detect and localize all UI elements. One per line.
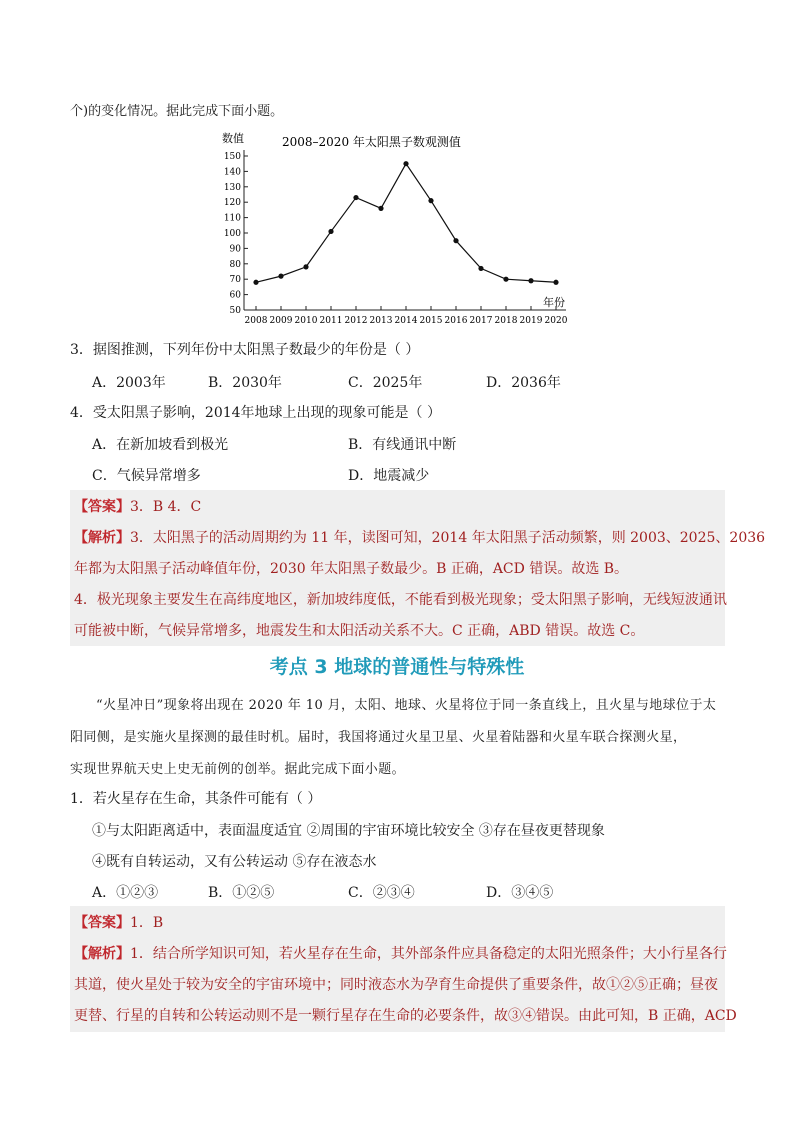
y-tick-label: 50: [229, 306, 241, 316]
passage-line-3: 实现世界航天史上史无前例的创举。据此完成下面小题。: [70, 762, 406, 777]
data-point: [328, 229, 333, 234]
x-tick-label: 2013: [369, 316, 393, 326]
explanation2-line-1: 【解析】1．结合所学知识可知，若火星存在生命，其外部条件应具备稳定的太阳光照条件；大小行星各行: [74, 946, 727, 962]
y-tick-label: 80: [229, 259, 241, 270]
data-point: [453, 238, 458, 243]
q4-option-c[interactable]: C．气候异常增多: [92, 468, 201, 484]
answer-tag: 【答案】: [74, 499, 130, 515]
data-point: [253, 280, 258, 285]
section-heading: 考点 3 地球的普通性与特殊性: [269, 656, 525, 678]
x-tick-label: 2019: [519, 316, 543, 326]
y-tick-label: 60: [229, 290, 241, 301]
x-tick-label: 2016: [444, 316, 468, 326]
x-tick-label: 2011: [319, 316, 343, 326]
x-tick-label: 2014: [394, 316, 418, 326]
y-tick-label: 140: [223, 167, 241, 178]
passage-line-1: “火星冲日”现象将出现在 2020 年 10 月，太阳、地球、火星将位于同一条直线上，且火星与地球位于太: [96, 698, 717, 713]
sunspot-line-chart: [218, 128, 578, 328]
x-tick-label: 2010: [294, 316, 318, 326]
x-tick-label: 2017: [469, 316, 493, 326]
question-1-stem: 1．若火星存在生命，其条件可能有（ ）: [70, 791, 322, 807]
data-point: [278, 274, 283, 279]
y-tick-label: 150: [223, 152, 241, 162]
answer-line-1: [74, 496, 201, 516]
answer-text: 3．B 4．C: [130, 499, 202, 515]
passage-line-2: 阳同侧，是实施火星探测的最佳时机。届时，我国将通过火星卫星、火星着陆器和火星车联合探测火星，: [70, 730, 687, 745]
q3-option-a[interactable]: A．2003年: [92, 375, 166, 391]
data-point: [528, 278, 533, 283]
y-tick-label: 90: [229, 244, 241, 255]
y-tick-label: 110: [223, 213, 241, 224]
answer-text-2: 1．B: [130, 915, 164, 931]
q4-option-a[interactable]: A．在新加坡看到极光: [92, 437, 229, 453]
explanation2-line-3: 更替、行星的自转和公转运动则不是一颗行星存在生命的必要条件，故③④错误。由此可知，B 正确，ACD: [74, 1008, 737, 1024]
chart-title: 2008–2020 年太阳黑子数观测值: [282, 135, 461, 149]
data-point: [378, 206, 383, 211]
q3-option-d[interactable]: D．2036年: [486, 375, 561, 391]
x-tick-label: 2020: [544, 316, 568, 326]
data-point: [428, 198, 433, 203]
q1-option-b[interactable]: B．①②⑤: [208, 885, 275, 901]
q3-option-c[interactable]: C．2025年: [348, 375, 423, 391]
data-point: [478, 266, 483, 271]
x-tick-label: 2009: [269, 316, 293, 326]
question-4-stem: 4．受太阳黑子影响，2014年地球上出现的现象可能是（ ）: [70, 405, 441, 421]
y-tick-label: 130: [223, 182, 241, 193]
explanation-line-4: 可能被中断，气候异常增多，地震发生和太阳活动关系不大。C 正确，ABD 错误。故选 C。: [74, 623, 645, 639]
q1-items-line-2: ④既有自转运动，又有公转运动 ⑤存在液态水: [92, 854, 377, 870]
data-point: [553, 280, 558, 285]
data-point: [503, 277, 508, 282]
q1-items-line-1: ①与太阳距离适中，表面温度适宜 ②周围的宇宙环境比较安全 ③存在昼夜更替现象: [92, 823, 605, 839]
q1-option-c[interactable]: C．②③④: [348, 885, 415, 901]
explanation-tag: 【解析】: [74, 530, 130, 546]
answer-explanation-block-1: [70, 490, 766, 646]
y-tick-label: 70: [229, 275, 241, 286]
data-point: [403, 161, 408, 166]
q1-option-d[interactable]: D．③④⑤: [486, 885, 554, 901]
q4-option-d[interactable]: D．地震减少: [348, 468, 430, 484]
data-point: [303, 264, 308, 269]
y-tick-label: 120: [223, 198, 241, 209]
q3-option-b[interactable]: B．2030年: [208, 375, 282, 391]
explanation2-line-2: 其道，使火星处于较为安全的宇宙环境中；同时液态水为孕育生命提供了重要条件，故①②⑤正确；昼夜: [74, 977, 718, 993]
intro-text: 个)的变化情况。据此完成下面小题。: [70, 104, 284, 119]
explanation-line-1: 【解析】3．太阳黑子的活动周期约为 11 年，读图可知，2014 年太阳黑子活动频繁，则 2003、2025、2036: [74, 530, 766, 546]
chart-y-label: 数值: [222, 132, 244, 145]
answer-explanation-block-2: [70, 906, 737, 1032]
chart-x-label: 年份: [543, 296, 565, 309]
q4-option-b[interactable]: B．有线通讯中断: [348, 437, 457, 453]
x-tick-label: 2008: [244, 316, 268, 326]
y-tick-label: 100: [223, 229, 241, 239]
series-line: [256, 164, 556, 283]
answer-tag-2: 【答案】: [74, 915, 130, 931]
explanation-tag-2: 【解析】: [74, 946, 130, 962]
x-tick-label: 2018: [494, 316, 518, 326]
data-point: [353, 195, 358, 200]
q1-option-a[interactable]: A．①②③: [92, 885, 159, 901]
explanation-line-2: 年都为太阳黑子活动峰值年份，2030 年太阳黑子数最少。B 正确，ACD 错误。故选 B。: [74, 561, 629, 577]
explanation-line-3: 4．极光现象主要发生在高纬度地区，新加坡纬度低，不能看到极光现象；受太阳黑子影响，无线短波通讯: [74, 592, 727, 608]
x-tick-label: 2015: [419, 316, 443, 326]
question-3-stem: 3．据图推测，下列年份中太阳黑子数最少的年份是（ ）: [70, 342, 420, 358]
answer-line-2: [74, 912, 163, 932]
x-tick-label: 2012: [344, 316, 368, 326]
